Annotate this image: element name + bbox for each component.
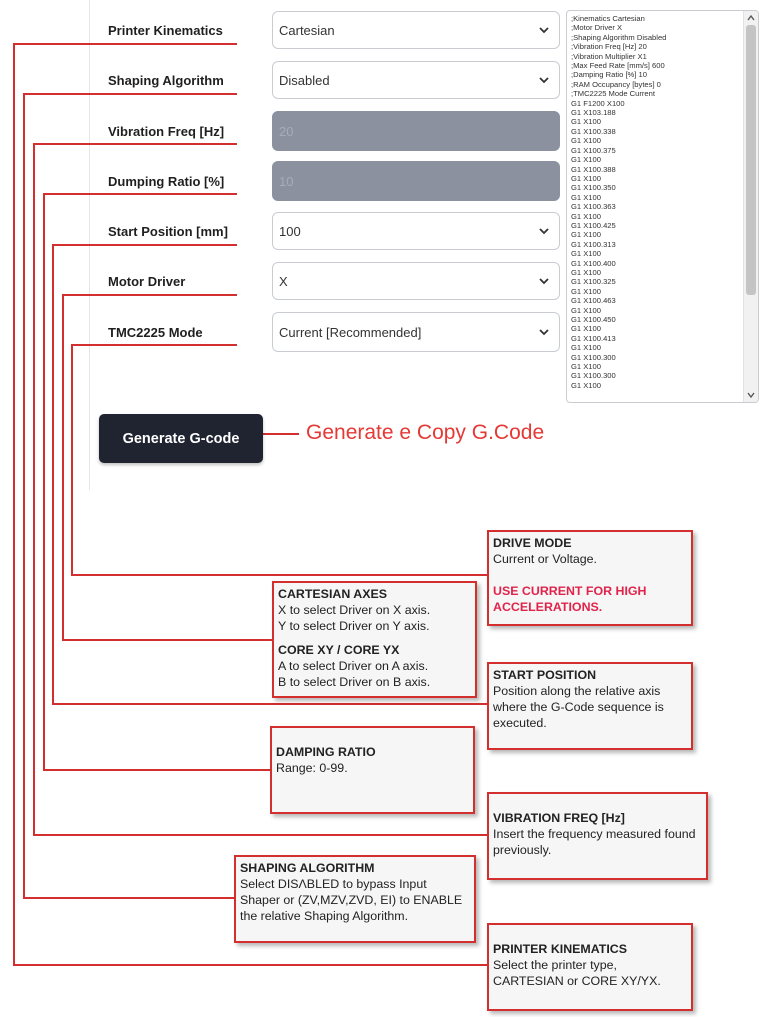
dumping-ratio-value: 10 — [279, 173, 294, 189]
note-axes-line-b: B to select Driver on B axis. — [278, 675, 431, 689]
label-shaping-algorithm: Shaping Algorithm — [108, 73, 224, 88]
gcode-output-textarea[interactable] — [566, 10, 759, 403]
note-shaping-algorithm — [234, 855, 476, 943]
note-printer-kinematics — [487, 923, 693, 1011]
note-axes-title-cartesian: CARTESIAN AXES — [278, 587, 388, 601]
chevron-down-icon — [537, 325, 551, 339]
scroll-down-icon[interactable] — [747, 391, 755, 399]
printer-kinematics-value: Cartesian — [279, 22, 335, 38]
scrollbar-thumb[interactable] — [746, 25, 756, 295]
note-start-position — [487, 662, 693, 750]
shaping-algorithm-select[interactable] — [272, 61, 560, 99]
label-vibration-freq: Vibration Freq [Hz] — [108, 124, 225, 139]
note-axes-line-x: X to select Driver on X axis. — [278, 603, 431, 617]
note-vibration-freq-title: VIBRATION FREQ [Hz] — [493, 811, 625, 825]
start-position-value: 100 — [279, 223, 301, 239]
printer-kinematics-select[interactable] — [272, 11, 560, 49]
label-motor-driver: Motor Driver — [108, 274, 186, 289]
tmc-mode-value: Current [Recommended] — [279, 324, 422, 340]
start-position-select[interactable] — [272, 212, 560, 250]
note-shaping-algorithm-title: SHAPING ALGORITHM — [240, 861, 375, 875]
generate-annotation: Generate e Copy G.Code — [306, 421, 545, 444]
shaping-algorithm-value: Disabled — [279, 72, 330, 88]
motor-driver-value: X — [279, 273, 288, 289]
motor-driver-select[interactable] — [272, 262, 560, 300]
note-printer-kinematics-body: Select the printer type, CARTESIAN or CORE XY/YX. — [493, 958, 661, 988]
note-drive-mode-title: DRIVE MODE — [493, 536, 572, 550]
label-tmc-mode: TMC2225 Mode — [108, 325, 203, 340]
chevron-down-icon — [537, 73, 551, 87]
vibration-freq-input — [272, 111, 560, 151]
note-printer-kinematics-title: PRINTER KINEMATICS — [493, 942, 628, 956]
tmc-mode-select[interactable] — [272, 312, 560, 352]
generate-gcode-button[interactable]: Generate G-code — [99, 414, 263, 463]
chevron-down-icon — [537, 23, 551, 37]
note-damping-ratio-body: Range: 0-99. — [276, 761, 348, 775]
dumping-ratio-input — [272, 161, 560, 201]
note-start-position-title: START POSITION — [493, 668, 597, 682]
label-printer-kinematics: Printer Kinematics — [108, 23, 223, 38]
connector-motor-driver — [63, 295, 272, 640]
note-start-position-body: Position along the relative axis where the G-Code sequence is executed. — [493, 684, 664, 730]
chevron-down-icon — [537, 274, 551, 288]
label-start-position: Start Position [mm] — [108, 224, 228, 239]
note-shaping-algorithm-body: Select DISΛBLED to bypass Input Shaper or (ZV,MZV,ZVD, EI) to ENABLE the relative Shaping Algorithm. — [240, 877, 463, 923]
note-drive-mode — [487, 530, 693, 626]
note-damping-ratio-title: DAMPING RATIO — [276, 745, 376, 759]
gcode-output-text: ;Kinematics Cartesian ;Motor Driver X ;Shaping Algorithm Disabled ;Vibration Freq [Hz] 20 ;Vibration Multiplier X1 ;Max Feed Rate [mm/s] 600 ;Damping Ratio [%] 10 ;RAM Occupancy [bytes] 0 ;TMC2225 Mode Current G1 F1200 X100 G1 X103.188 G1 X100 G1 X100.338 G1 X100 G1 X100.375 G1 X100 G1 X100.388 G1 X100 G1 X100.350 G1 X100 G1 X100.363 G1 X100 G1 X100.425 G1 X100 G1 X100.313 G1 X100 G1 X100.400 G1 X100 G1 X100.325 G1 X100 G1 X100.463 G1 X100 G1 X100.450 G1 X100 G1 X100.413 G1 X100 G1 X100.300 G1 X100 G1 X100.300 G1 X100 — [571, 14, 667, 390]
note-axes-line-a: A to select Driver on A axis. — [278, 659, 429, 673]
connector-shaping-algorithm — [24, 94, 237, 898]
note-damping-ratio — [270, 726, 475, 814]
note-axes-title-corexy: CORE XY / CORE YX — [278, 643, 400, 657]
scroll-up-icon[interactable] — [747, 14, 755, 22]
note-drive-mode-warning: USE CURRENT FOR HIGH ACCELERATIONS. — [493, 584, 647, 614]
label-dumping-ratio: Dumping Ratio [%] — [108, 174, 225, 189]
vibration-freq-value: 20 — [279, 123, 294, 139]
note-axes-line-y: Y to select Driver on Y axis. — [278, 619, 430, 633]
note-vibration-freq-body: Insert the frequency measured found previously. — [493, 827, 696, 857]
note-vibration-freq — [487, 792, 708, 880]
chevron-down-icon — [537, 224, 551, 238]
gcode-scrollbar[interactable] — [743, 11, 758, 402]
note-axes — [272, 581, 477, 698]
note-drive-mode-body: Current or Voltage. — [493, 552, 598, 566]
